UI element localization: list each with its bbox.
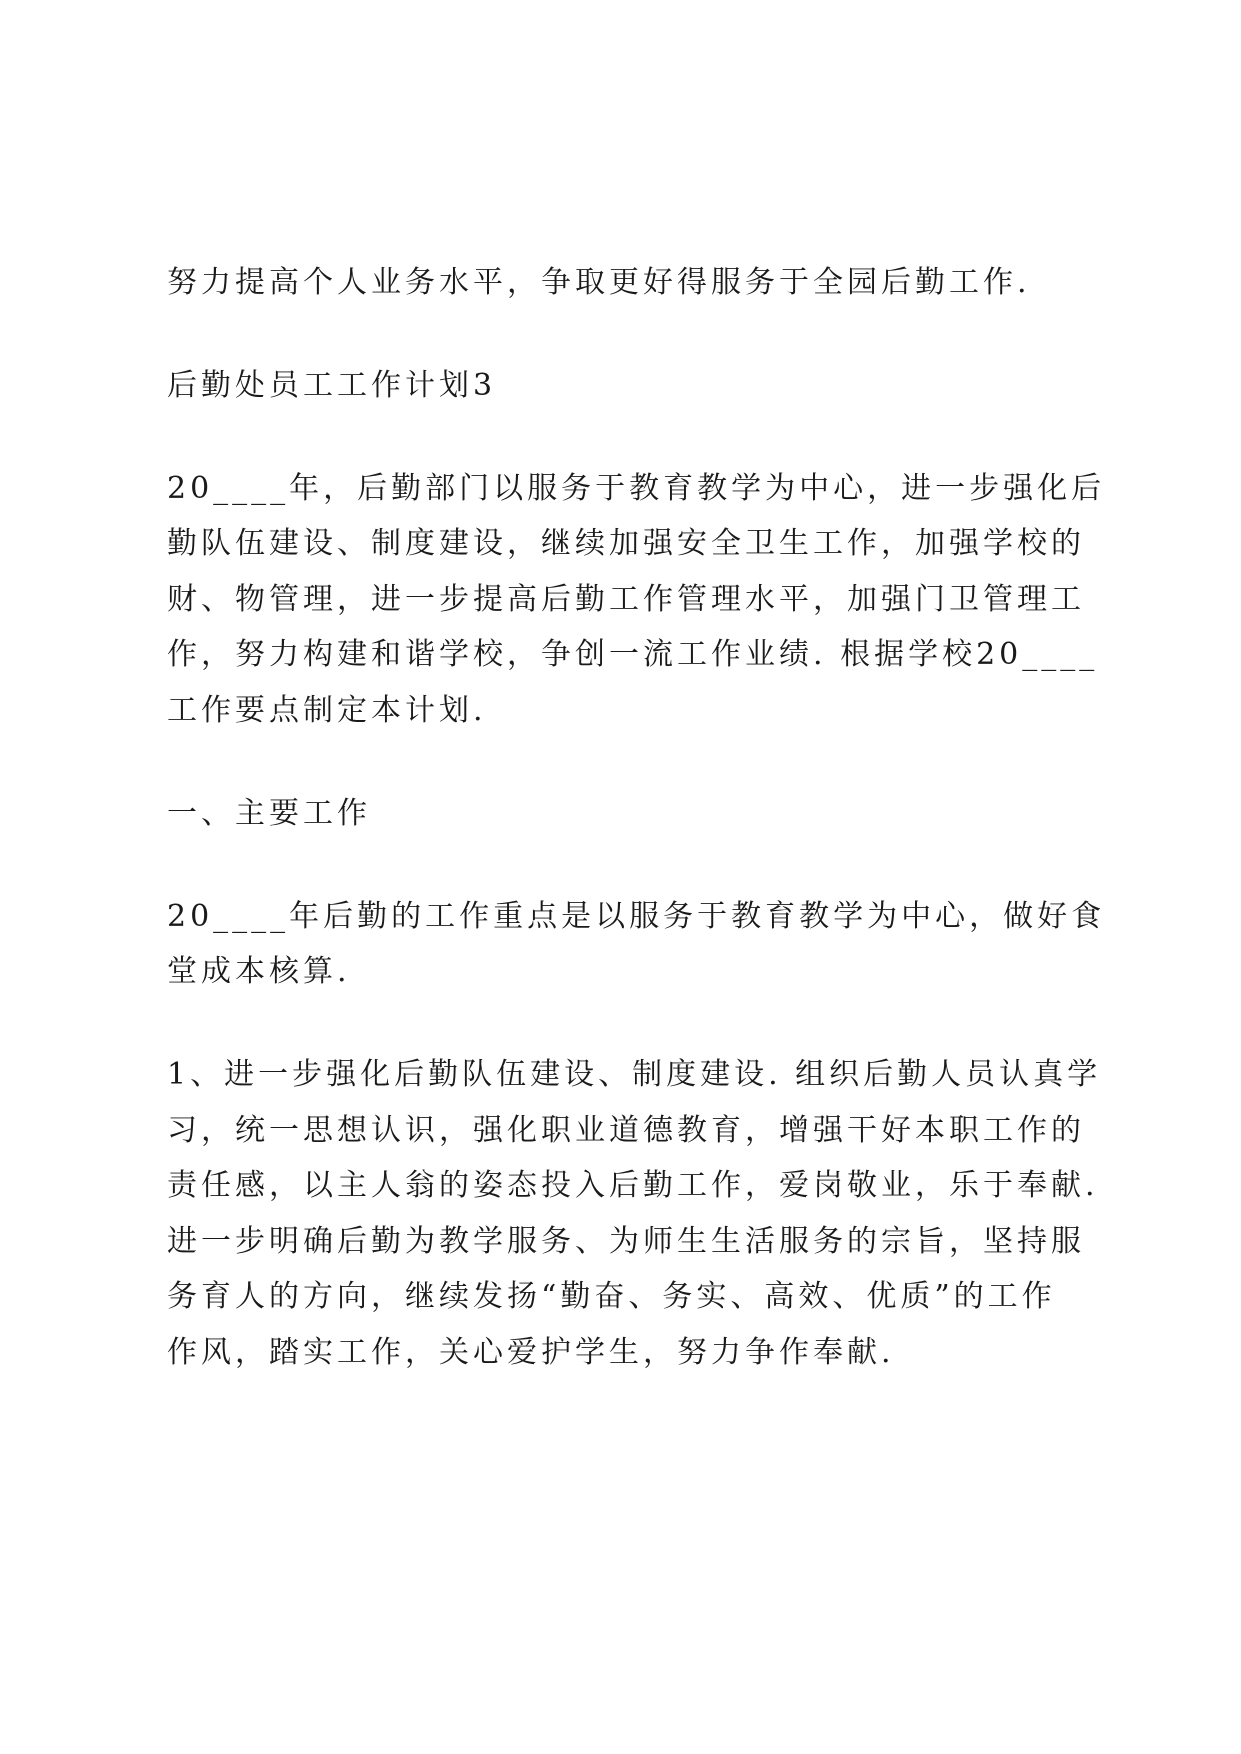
section-title: 后勤处员工工作计划3	[167, 368, 497, 403]
paragraph-line: 堂成本核算.	[167, 954, 351, 989]
paragraph-line: 作，努力构建和谐学校，争创一流工作业绩. 根据学校20____	[167, 637, 1099, 672]
paragraph-line: 20____年后勤的工作重点是以服务于教育教学为中心，做好食	[167, 899, 1106, 934]
paragraph-line: 勤队伍建设、制度建设，继续加强安全卫生工作，加强学校的	[167, 526, 1085, 561]
paragraph-line: 财、物管理，进一步提高后勤工作管理水平，加强门卫管理工	[167, 582, 1085, 617]
paragraph-line: 责任感，以主人翁的姿态投入后勤工作，爱岗敬业，乐于奉献.	[167, 1168, 1099, 1203]
paragraph-line: 1、进一步强化后勤队伍建设、制度建设. 组织后勤人员认真学	[167, 1057, 1102, 1092]
paragraph-line: 工作要点制定本计划.	[167, 693, 487, 728]
intro-line: 努力提高个人业务水平，争取更好得服务于全园后勤工作.	[167, 265, 1031, 300]
paragraph-line: 务育人的方向，继续发扬“勤奋、务实、高效、优质”的工作	[167, 1279, 1056, 1314]
paragraph-line: 习，统一思想认识，强化职业道德教育，增强干好本职工作的	[167, 1113, 1085, 1148]
heading-main-work: 一、主要工作	[167, 796, 371, 831]
paragraph-line: 20____年，后勤部门以服务于教育教学为中心，进一步强化后	[167, 471, 1106, 506]
paragraph-line: 进一步明确后勤为教学服务、为师生生活服务的宗旨，坚持服	[167, 1224, 1085, 1259]
paragraph-line: 作风，踏实工作，关心爱护学生，努力争作奉献.	[167, 1335, 895, 1370]
